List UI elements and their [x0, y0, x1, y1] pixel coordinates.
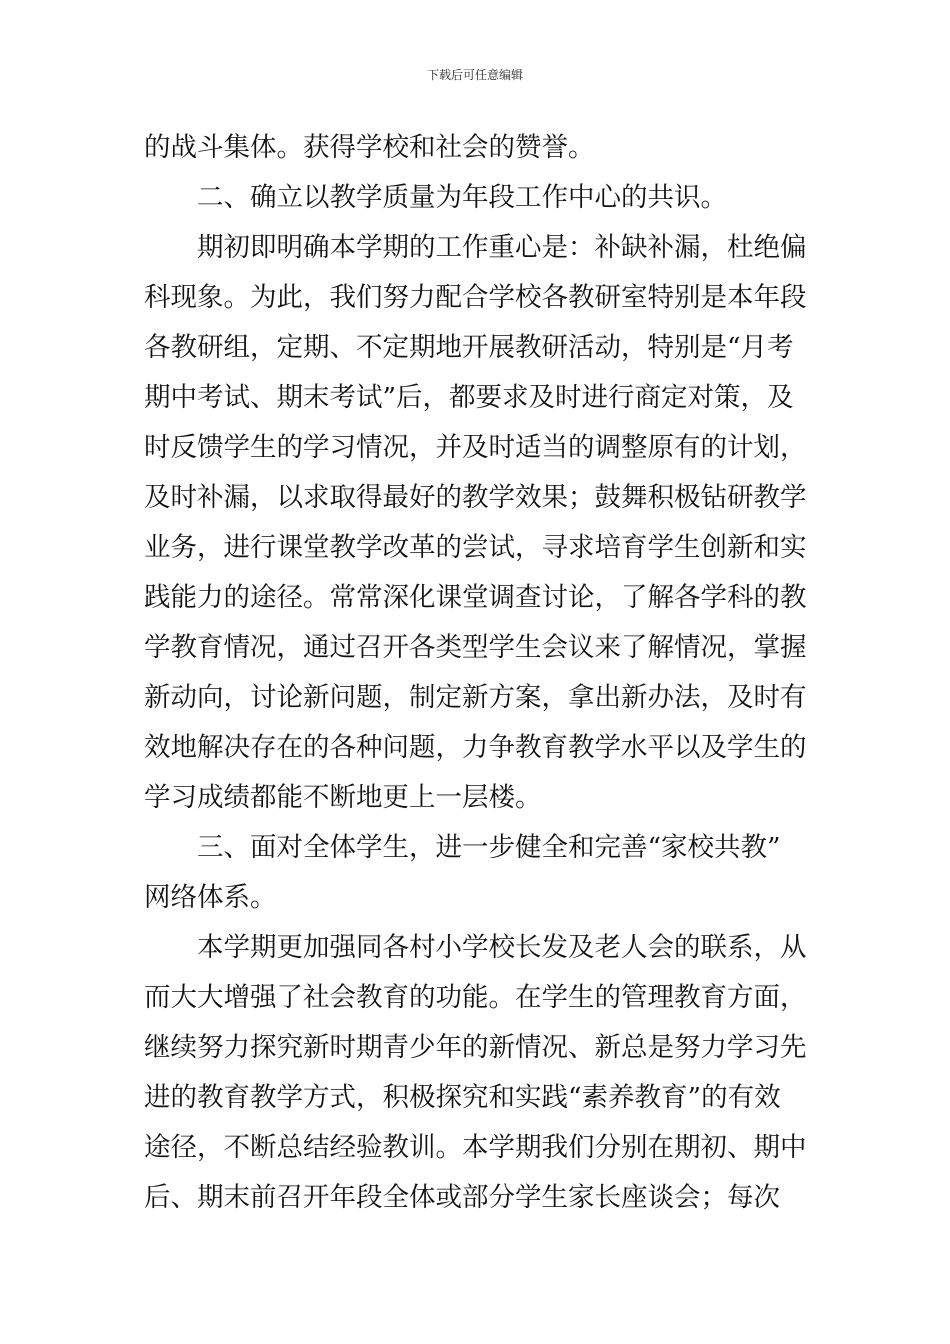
text-line: 各教研组，定期、不定期地开展教研活动，特别是“月考 — [144, 332, 794, 363]
text-line: 科现象。为此，我们努力配合学校各教研室特别是本年段 — [144, 282, 807, 313]
text-line: 途径，不断总结经验教训。本学期我们分别在期初、期中 — [144, 1132, 807, 1163]
text-line: 而大大增强了社会教育的功能。在学生的管理教育方面， — [144, 982, 807, 1013]
paragraph-start: 本学期更加强同各村小学校长发及老人会的联系，从 — [197, 932, 807, 963]
text-line: 进的教育教学方式，积极探究和实践“素养教育”的有效 — [144, 1082, 781, 1113]
section-heading-2: 二、确立以教学质量为年段工作中心的共识。 — [197, 182, 727, 213]
document-body — [144, 123, 810, 1223]
text-line: 效地解决存在的各种问题，力争教育教学水平以及学生的 — [144, 732, 807, 763]
text-line: 学教育情况，通过召开各类型学生会议来了解情况，掌握 — [144, 632, 807, 663]
text-line: 期中考试、期末考试”后，都要求及时进行商定对策，及 — [144, 382, 794, 413]
text-line: 继续努力探究新时期青少年的新情况、新总是努力学习先 — [144, 1032, 807, 1063]
text-line: 新动向，讨论新问题，制定新方案，拿出新办法，及时有 — [144, 682, 807, 713]
text-line: 学习成绩都能不断地更上一层楼。 — [144, 782, 542, 813]
section-heading-3: 三、面对全体学生，进一步健全和完善“家校共教” — [197, 832, 781, 863]
text-line: 业务，进行课堂教学改革的尝试，寻求培育学生创新和实 — [144, 532, 807, 563]
text-line: 践能力的途径。常常深化课堂调查讨论，了解各学科的教 — [144, 582, 807, 613]
text-line: 及时补漏，以求取得最好的教学效果；鼓舞积极钻研教学 — [144, 482, 807, 513]
text-line: 的战斗集体。获得学校和社会的赞誉。 — [144, 132, 595, 163]
text-line: 网络体系。 — [144, 882, 277, 913]
paragraph-start: 期初即明确本学期的工作重心是：补缺补漏，杜绝偏 — [197, 232, 807, 263]
text-line: 时反馈学生的学习情况，并及时适当的调整原有的计划， — [144, 432, 807, 463]
header-note: 下载后可任意编辑 — [426, 68, 523, 82]
text-line: 后、期末前召开年段全体或部分学生家长座谈会；每次 — [144, 1182, 780, 1213]
